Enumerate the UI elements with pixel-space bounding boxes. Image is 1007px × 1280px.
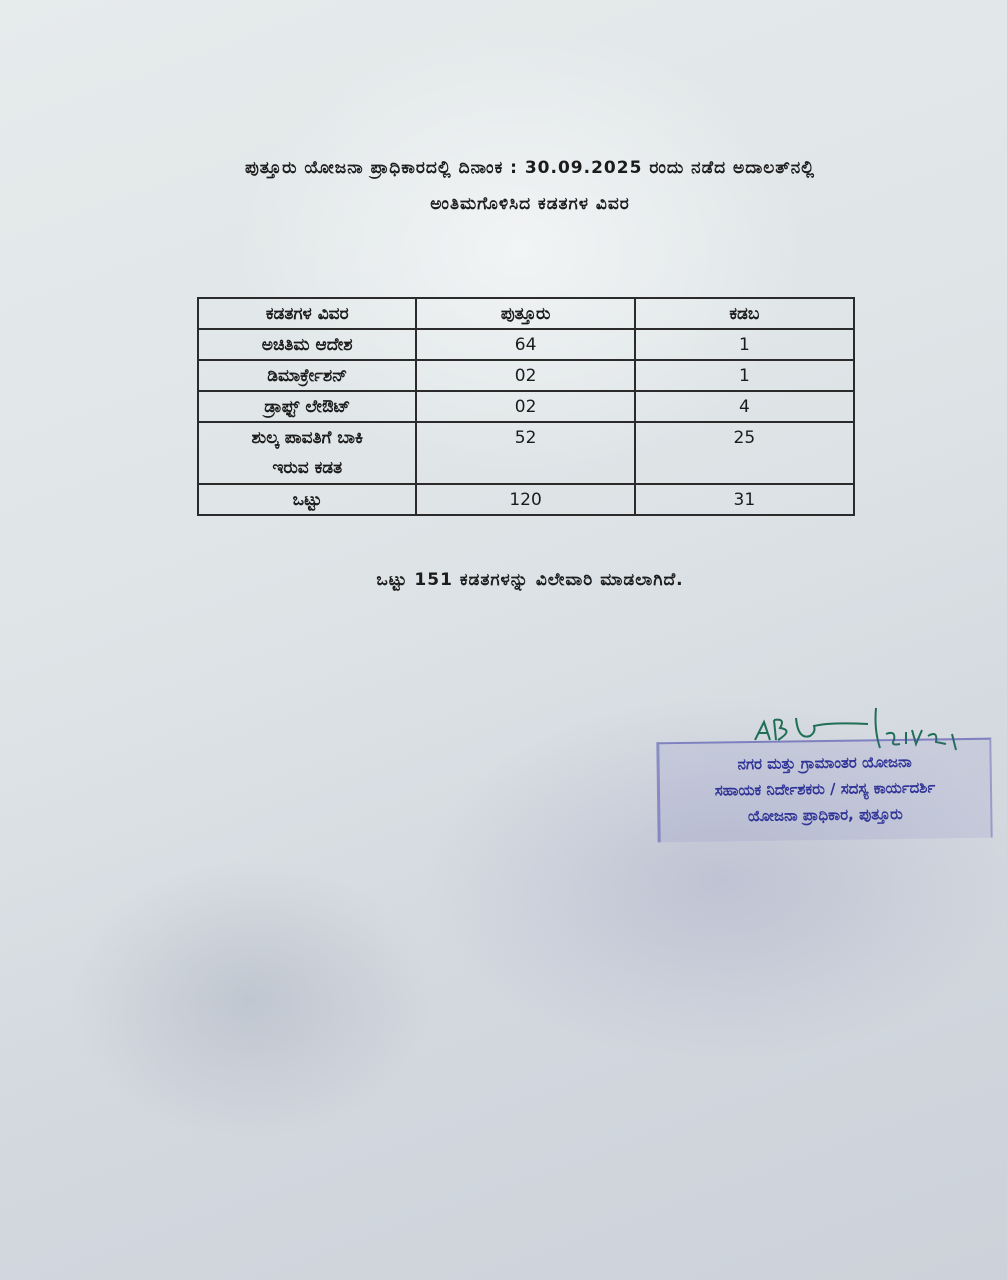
row-puttur-value: 52 — [416, 422, 634, 484]
table-row — [198, 422, 854, 484]
row-kadaba-value: 4 — [635, 391, 854, 422]
heading-line-1: ಪುತ್ತೂರು ಯೋಜನಾ ಪ್ರಾಧಿಕಾರದಲ್ಲಿ ದಿನಾಂಕ : 30.09.2025 ರಂದು ನಡೆದ ಅದಾಲತ್‌ನಲ್ಲಿ — [244, 158, 816, 178]
table-header-row — [198, 298, 854, 329]
stamp-line-2: ಸಹಾಯಕ ನಿರ್ದೇಶಕರು / ಸದಸ್ಯ ಕಾರ್ಯದರ್ಶಿ — [714, 778, 936, 800]
row-label-line-1: ಶುಲ್ಕ ಪಾವತಿಗೆ ಬಾಕಿ — [251, 428, 363, 448]
stamp-line-3: ಯೋಜನಾ ಪ್ರಾಧಿಕಾರ, ಪುತ್ತೂರು — [747, 804, 903, 826]
heading-line-2: ಅಂತಿಮಗೊಳಿಸಿದ ಕಡತಗಳ ವಿವರ — [430, 194, 630, 214]
stamp-line-1: ನಗರ ಮತ್ತು ಗ್ರಾಮಾಂತರ ಯೋಜನಾ — [737, 752, 912, 774]
row-kadaba-value: 1 — [635, 360, 854, 391]
row-label: ಡ್ರಾಫ್ಟ್ ಲೇಔಟ್ — [198, 391, 416, 422]
official-stamp — [656, 738, 992, 843]
table-row — [198, 360, 854, 391]
row-kadaba-value: 1 — [635, 329, 854, 360]
row-label — [198, 422, 416, 484]
row-puttur-value: 64 — [416, 329, 634, 360]
case-details-table — [197, 297, 855, 516]
row-puttur-value: 02 — [416, 360, 634, 391]
total-puttur-value: 120 — [416, 484, 634, 515]
row-label: ಅಚಿತಿಮ ಆದೇಶ — [198, 329, 416, 360]
row-puttur-value: 02 — [416, 391, 634, 422]
header-kadaba: ಕಡಬ — [635, 298, 854, 329]
row-label: ಡಿಮಾರ್ಕ್ರೇಶನ್ — [198, 360, 416, 391]
table-row — [198, 391, 854, 422]
table-row — [198, 329, 854, 360]
row-label-line-2: ಇರುವ ಕಡತ — [272, 458, 343, 478]
header-file-details: ಕಡತಗಳ ವಿವರ — [198, 298, 416, 329]
row-kadaba-value: 25 — [635, 422, 854, 484]
header-puttur: ಪುತ್ತೂರು — [416, 298, 634, 329]
table-total-row — [198, 484, 854, 515]
total-kadaba-value: 31 — [635, 484, 854, 515]
total-label: ಒಟ್ಟು — [198, 484, 416, 515]
summary-text: ಒಟ್ಟು 151 ಕಡತಗಳನ್ನು ವಿಲೇವಾರಿ ಮಾಡಲಾಗಿದೆ. — [376, 570, 684, 590]
